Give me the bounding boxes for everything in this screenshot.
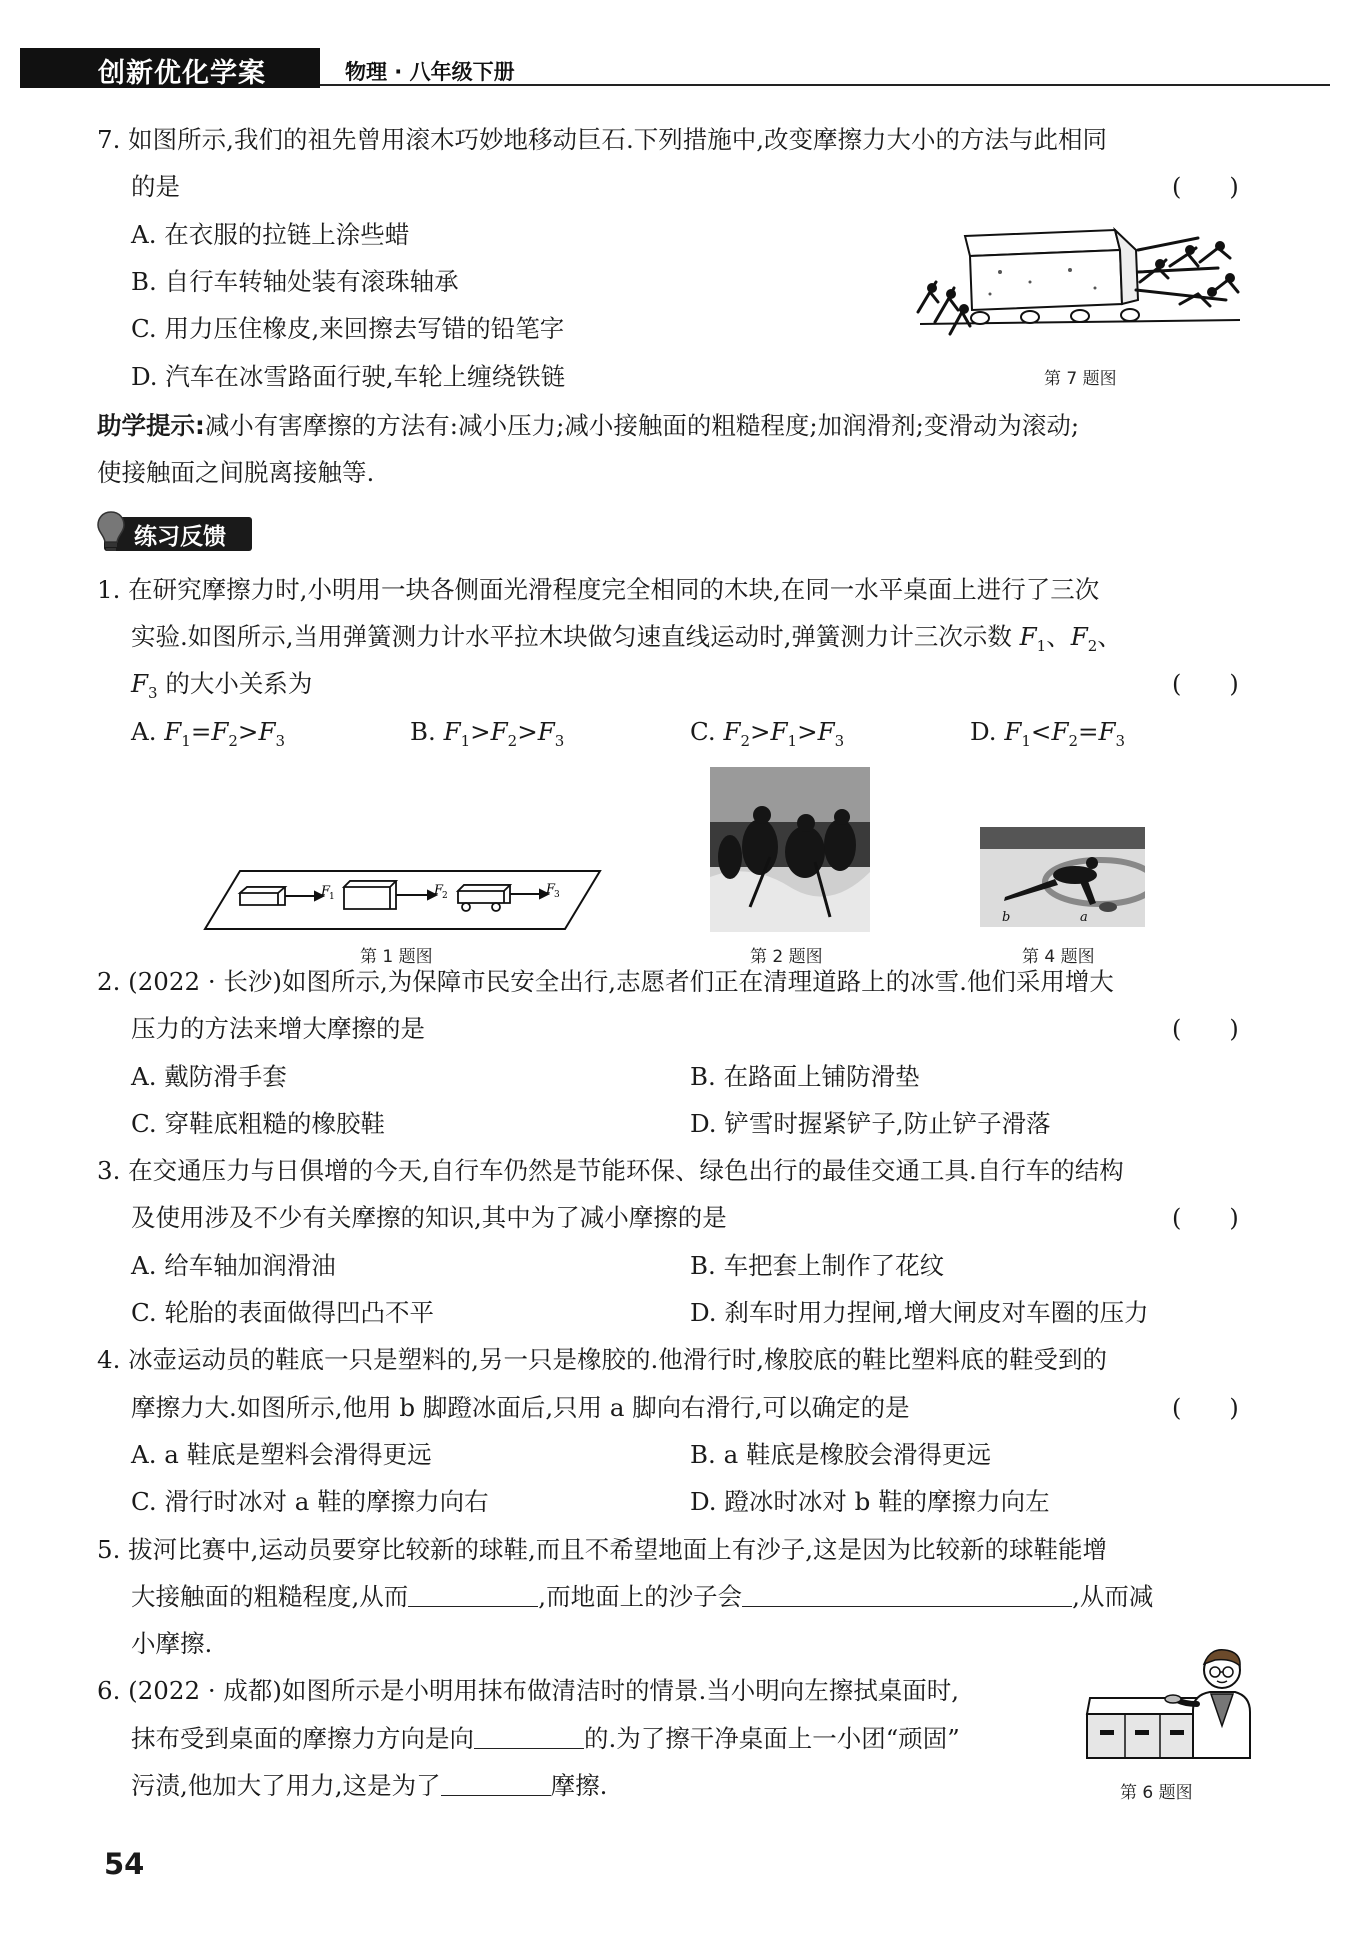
p1-stem-line3 (131, 667, 312, 710)
p1-d-f3: F (1098, 717, 1116, 746)
p1-b-s1: 1 (460, 731, 471, 750)
p1-a-op1: = (190, 717, 212, 746)
p1-d-s3: 3 (1115, 731, 1126, 750)
p5-line2-part-a: 大接触面的粗糙程度,从而 (131, 1582, 409, 1611)
p1-option-c (690, 715, 844, 758)
p2-option-a: A. 戴防滑手套 (131, 1062, 287, 1091)
fig4-label-a: a (1080, 910, 1088, 925)
p1-option-d (970, 715, 1125, 758)
header-rule (320, 84, 1330, 86)
hint-line1 (97, 409, 1079, 443)
p2-stem-line1: 2. (2022 · 长沙)如图所示,为保障市民安全出行,志愿者们正在清理道路上的冰雪.他们采用增大 (97, 967, 1114, 996)
p1-c-s1: 1 (787, 731, 798, 750)
f1-symbol: F (1019, 622, 1037, 651)
p1-b-f3: F (537, 717, 555, 746)
p4-option-b: B. a 鞋底是橡胶会滑得更远 (690, 1440, 991, 1469)
p5-stem-line3: 小摩擦. (131, 1629, 213, 1658)
figure-6-boy-wiping-table (1085, 1640, 1255, 1770)
p5-stem-line1: 5. 拔河比赛中,运动员要穿比较新的球鞋,而且不希望地面上有沙子,这是因为比较新的球鞋能增 (97, 1535, 1108, 1564)
fig1-label-f2: F (434, 883, 444, 898)
p2-option-d: D. 铲雪时握紧铲子,防止铲子滑落 (690, 1109, 1051, 1138)
p1-option-a-label: A. (131, 717, 165, 746)
fig1-label-f3: F (546, 882, 556, 897)
p3-option-d: D. 刹车时用力捏闸,增大闸皮对车圈的压力 (690, 1298, 1149, 1327)
p1-a-f2: F (211, 717, 229, 746)
q7-option-b: B. 自行车转轴处装有滚珠轴承 (131, 267, 459, 296)
p1-d-s2: 2 (1068, 731, 1078, 750)
p1-c-f1: F (770, 717, 788, 746)
p6-stem-line3 (131, 1769, 607, 1803)
p3-option-c: C. 轮胎的表面做得凹凸不平 (131, 1298, 434, 1327)
p1-b-f2: F (490, 717, 508, 746)
p1-figure-caption: 第 1 题图 (360, 947, 433, 967)
p1-option-a (131, 715, 285, 758)
p1-option-d-label: D. (970, 717, 1005, 746)
p1-d-f2: F (1051, 717, 1069, 746)
hint-line2: 使接触面之间脱离接触等. (97, 458, 375, 487)
header-brand: 创新优化学案 (98, 58, 266, 89)
p5-line2-part-b: ,而地面上的沙子会 (538, 1582, 743, 1611)
p6-stem-line2 (131, 1722, 960, 1756)
f2-symbol: F (1070, 622, 1088, 651)
p1-stem-line3-text: 的大小关系为 (157, 669, 313, 698)
figure-4-photo-curling (980, 827, 1145, 927)
q7-answer-paren: ( ) (1172, 173, 1239, 201)
p2-option-c: C. 穿鞋底粗糙的橡胶鞋 (131, 1109, 385, 1138)
p1-a-s1: 1 (181, 731, 191, 750)
p1-stem-line2-text: 实验.如图所示,当用弹簧测力计水平拉木块做匀速直线运动时,弹簧测力计三次示数 (131, 622, 1020, 651)
p3-option-b: B. 车把套上制作了花纹 (690, 1251, 945, 1280)
section-title: 练习反馈 (134, 524, 226, 550)
p6-stem-line1: 6. (2022 · 成都)如图所示是小明用抹布做清洁时的情景.当小明向左擦拭桌面时, (97, 1676, 960, 1705)
header-subject: 物理 · 八年级下册 (345, 60, 515, 84)
p1-b-s2: 2 (507, 731, 518, 750)
p1-a-f3: F (258, 717, 276, 746)
p1-c-op2: > (797, 717, 818, 746)
p1-d-op2: = (1077, 717, 1099, 746)
fig4-label-b: b (1002, 910, 1011, 925)
figure-1-blocks-on-table (200, 865, 605, 935)
p5-blank-2[interactable] (742, 1582, 1072, 1607)
p1-c-op1: > (750, 717, 771, 746)
q7-figure-caption: 第 7 题图 (1044, 369, 1117, 389)
fig1-label-s2: 2 (442, 891, 448, 901)
p1-separator: 、 (1046, 622, 1071, 651)
hint-label: 助学提示: (97, 411, 205, 440)
p6-figure-caption: 第 6 题图 (1120, 1783, 1193, 1803)
p1-b-f1: F (443, 717, 461, 746)
f1-subscript: 1 (1036, 636, 1047, 655)
p4-answer-paren: ( ) (1172, 1394, 1239, 1422)
p4-option-a: A. a 鞋底是塑料会滑得更远 (131, 1440, 432, 1469)
p1-a-f1: F (164, 717, 182, 746)
p4-stem-line1: 4. 冰壶运动员的鞋底一只是塑料的,另一只是橡胶的.他滑行时,橡胶底的鞋比塑料底的鞋受到的 (97, 1345, 1108, 1374)
p1-a-s3: 3 (275, 731, 285, 750)
p1-d-f1: F (1004, 717, 1022, 746)
fig1-label-f1: F (321, 884, 331, 899)
q7-stem-line1: 7. 如图所示,我们的祖先曾用滚木巧妙地移动巨石.下列措施中,改变摩擦力大小的方法与此相同 (97, 125, 1108, 154)
fig4-caption: 第 4 题图 (1022, 947, 1095, 967)
p2-option-b: B. 在路面上铺防滑垫 (690, 1062, 920, 1091)
p1-option-c-label: C. (690, 717, 724, 746)
p4-option-c: C. 滑行时冰对 a 鞋的摩擦力向右 (131, 1487, 489, 1516)
p1-b-s3: 3 (554, 731, 565, 750)
p6-line3-part-b: 摩擦. (550, 1771, 608, 1800)
p2-stem-line2: 压力的方法来增大摩擦的是 (131, 1014, 425, 1043)
p6-blank-1[interactable] (474, 1724, 584, 1749)
p1-a-s2: 2 (228, 731, 238, 750)
p4-option-d: D. 蹬冰时冰对 b 鞋的摩擦力向左 (690, 1487, 1050, 1516)
p1-c-f2: F (723, 717, 741, 746)
p6-blank-2[interactable] (441, 1771, 551, 1796)
p3-option-a: A. 给车轴加润滑油 (131, 1251, 336, 1280)
p1-answer-paren: ( ) (1172, 670, 1239, 698)
q7-stem-line2: 的是 (131, 172, 180, 201)
hint-text-line1: 减小有害摩擦的方法有:减小压力;减小接触面的粗糙程度;加润滑剂;变滑动为滚动; (204, 411, 1080, 440)
p3-stem-line2: 及使用涉及不少有关摩擦的知识,其中为了减小摩擦的是 (131, 1203, 727, 1232)
p1-a-op2: > (237, 717, 259, 746)
figure-7-rolling-logs (910, 222, 1250, 352)
p4-stem-line2: 摩擦力大.如图所示,他用 b 脚蹬冰面后,只用 a 脚向右滑行,可以确定的是 (131, 1393, 910, 1422)
p1-option-b-label: B. (410, 717, 444, 746)
p1-b-op2: > (517, 717, 538, 746)
p1-c-s2: 2 (740, 731, 750, 750)
p6-line2-part-b: 的.为了擦干净桌面上一小团“顽固” (584, 1724, 960, 1753)
fig1-label-s1: 1 (329, 892, 335, 902)
p1-stem-line2 (131, 620, 1122, 663)
q7-option-c: C. 用力压住橡皮,来回擦去写错的铅笔字 (131, 314, 565, 343)
p6-line2-part-a: 抹布受到桌面的摩擦力方向是向 (131, 1724, 474, 1753)
p3-stem-line1: 3. 在交通压力与日俱增的今天,自行车仍然是节能环保、绿色出行的最佳交通工具.自行车的结构 (97, 1156, 1124, 1185)
p5-line2-part-c: ,从而减 (1072, 1582, 1154, 1611)
figure-2-photo-snow-clearing (710, 767, 870, 932)
p1-option-b (410, 715, 564, 758)
p1-stem-line1: 1. 在研究摩擦力时,小明用一块各侧面光滑程度完全相同的木块,在同一水平桌面上进行了三次 (97, 575, 1100, 604)
fig2-caption: 第 2 题图 (750, 947, 823, 967)
p2-answer-paren: ( ) (1172, 1015, 1239, 1043)
p1-d-s1: 1 (1021, 731, 1031, 750)
p5-blank-1[interactable] (408, 1582, 538, 1607)
p1-b-op1: > (470, 717, 491, 746)
p1-c-s3: 3 (834, 731, 845, 750)
p3-answer-paren: ( ) (1172, 1204, 1239, 1232)
q7-option-d: D. 汽车在冰雪路面行驶,车轮上缠绕铁链 (131, 362, 566, 391)
p5-stem-line2 (131, 1580, 1153, 1614)
lightbulb-icon (96, 510, 126, 552)
page-number: 54 (104, 1847, 145, 1881)
p6-line3-part-a: 污渍,他加大了用力,这是为了 (131, 1771, 441, 1800)
q7-option-a: A. 在衣服的拉链上涂些蜡 (131, 220, 410, 249)
fig1-label-s3: 3 (554, 890, 560, 900)
p1-d-op1: < (1030, 717, 1052, 746)
p1-separator-2: 、 (1097, 622, 1122, 651)
f3-subscript: 3 (148, 683, 158, 702)
f3-symbol: F (131, 669, 148, 698)
p1-c-f3: F (817, 717, 835, 746)
f2-subscript: 2 (1087, 636, 1098, 655)
